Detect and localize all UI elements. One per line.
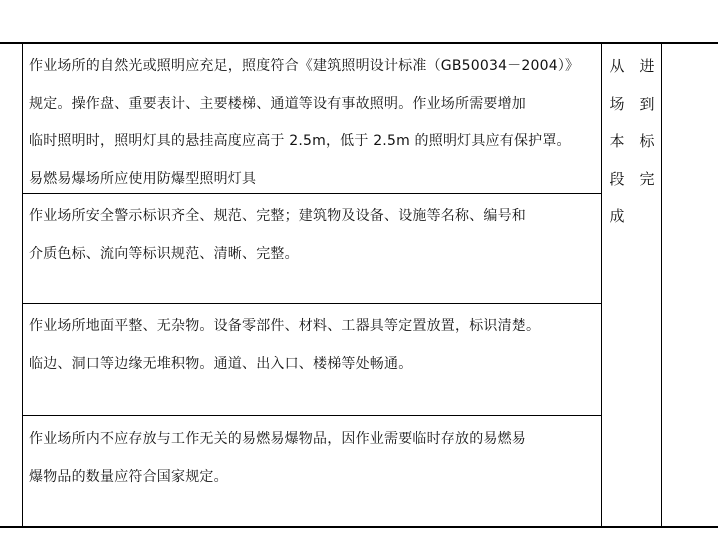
row-divider-3: [22, 415, 602, 416]
column-border-content-right: [601, 42, 602, 528]
schedule-text-column-2: [637, 48, 657, 198]
schedule-char: 成: [609, 207, 625, 225]
schedule-text-column-1: [607, 48, 627, 236]
schedule-char: 进: [639, 57, 655, 75]
schedule-char: 本: [609, 132, 625, 150]
table-top-border: [0, 42, 718, 44]
text-line: 临时照明时，照明灯具的悬挂高度应高于 2.5m，低于 2.5m 的照明灯具应有保护罩。: [29, 133, 571, 149]
schedule-char: 标: [639, 132, 655, 150]
text-line: 作业场所地面平整、无杂物。设备零部件、材料、工器具等定置放置，标识清楚。: [29, 318, 541, 334]
requirement-cell-signage: [29, 198, 601, 273]
text-line: 作业场所安全警示标识齐全、规范、完整；建筑物及设备、设施等名称、编号和: [29, 208, 526, 224]
schedule-char: 场: [609, 94, 625, 113]
text-line: 爆物品的数量应符合国家规定。: [29, 468, 228, 485]
schedule-char: 到: [639, 94, 655, 113]
schedule-char: 段: [609, 169, 625, 188]
text-line: 临边、洞口等边缘无堆积物。通道、出入口、楼梯等处畅通。: [29, 355, 413, 372]
column-border-left: [22, 42, 23, 528]
text-line: 作业场所的自然光或照明应充足，照度符合《建筑照明设计标准（GB50034－2004）》: [29, 58, 580, 74]
schedule-char: 从: [609, 57, 625, 75]
row-divider-2: [22, 303, 602, 304]
requirement-cell-storage: [29, 421, 601, 496]
text-line: 介质色标、流向等标识规范、清晰、完整。: [29, 245, 299, 262]
text-line: 规定。操作盘、重要表计、主要楼梯、通道等设有事故照明。作业场所需要增加: [29, 95, 526, 112]
table-bottom-border: [0, 526, 718, 528]
text-line: 易燃易爆场所应使用防爆型照明灯具: [29, 170, 257, 187]
requirement-cell-lighting: [29, 48, 601, 198]
schedule-char: 完: [639, 169, 655, 188]
requirement-cell-floor: [29, 308, 601, 383]
text-line: 作业场所内不应存放与工作无关的易燃易爆物品，因作业需要临时存放的易燃易: [29, 431, 526, 447]
column-border-status-right: [661, 42, 662, 528]
